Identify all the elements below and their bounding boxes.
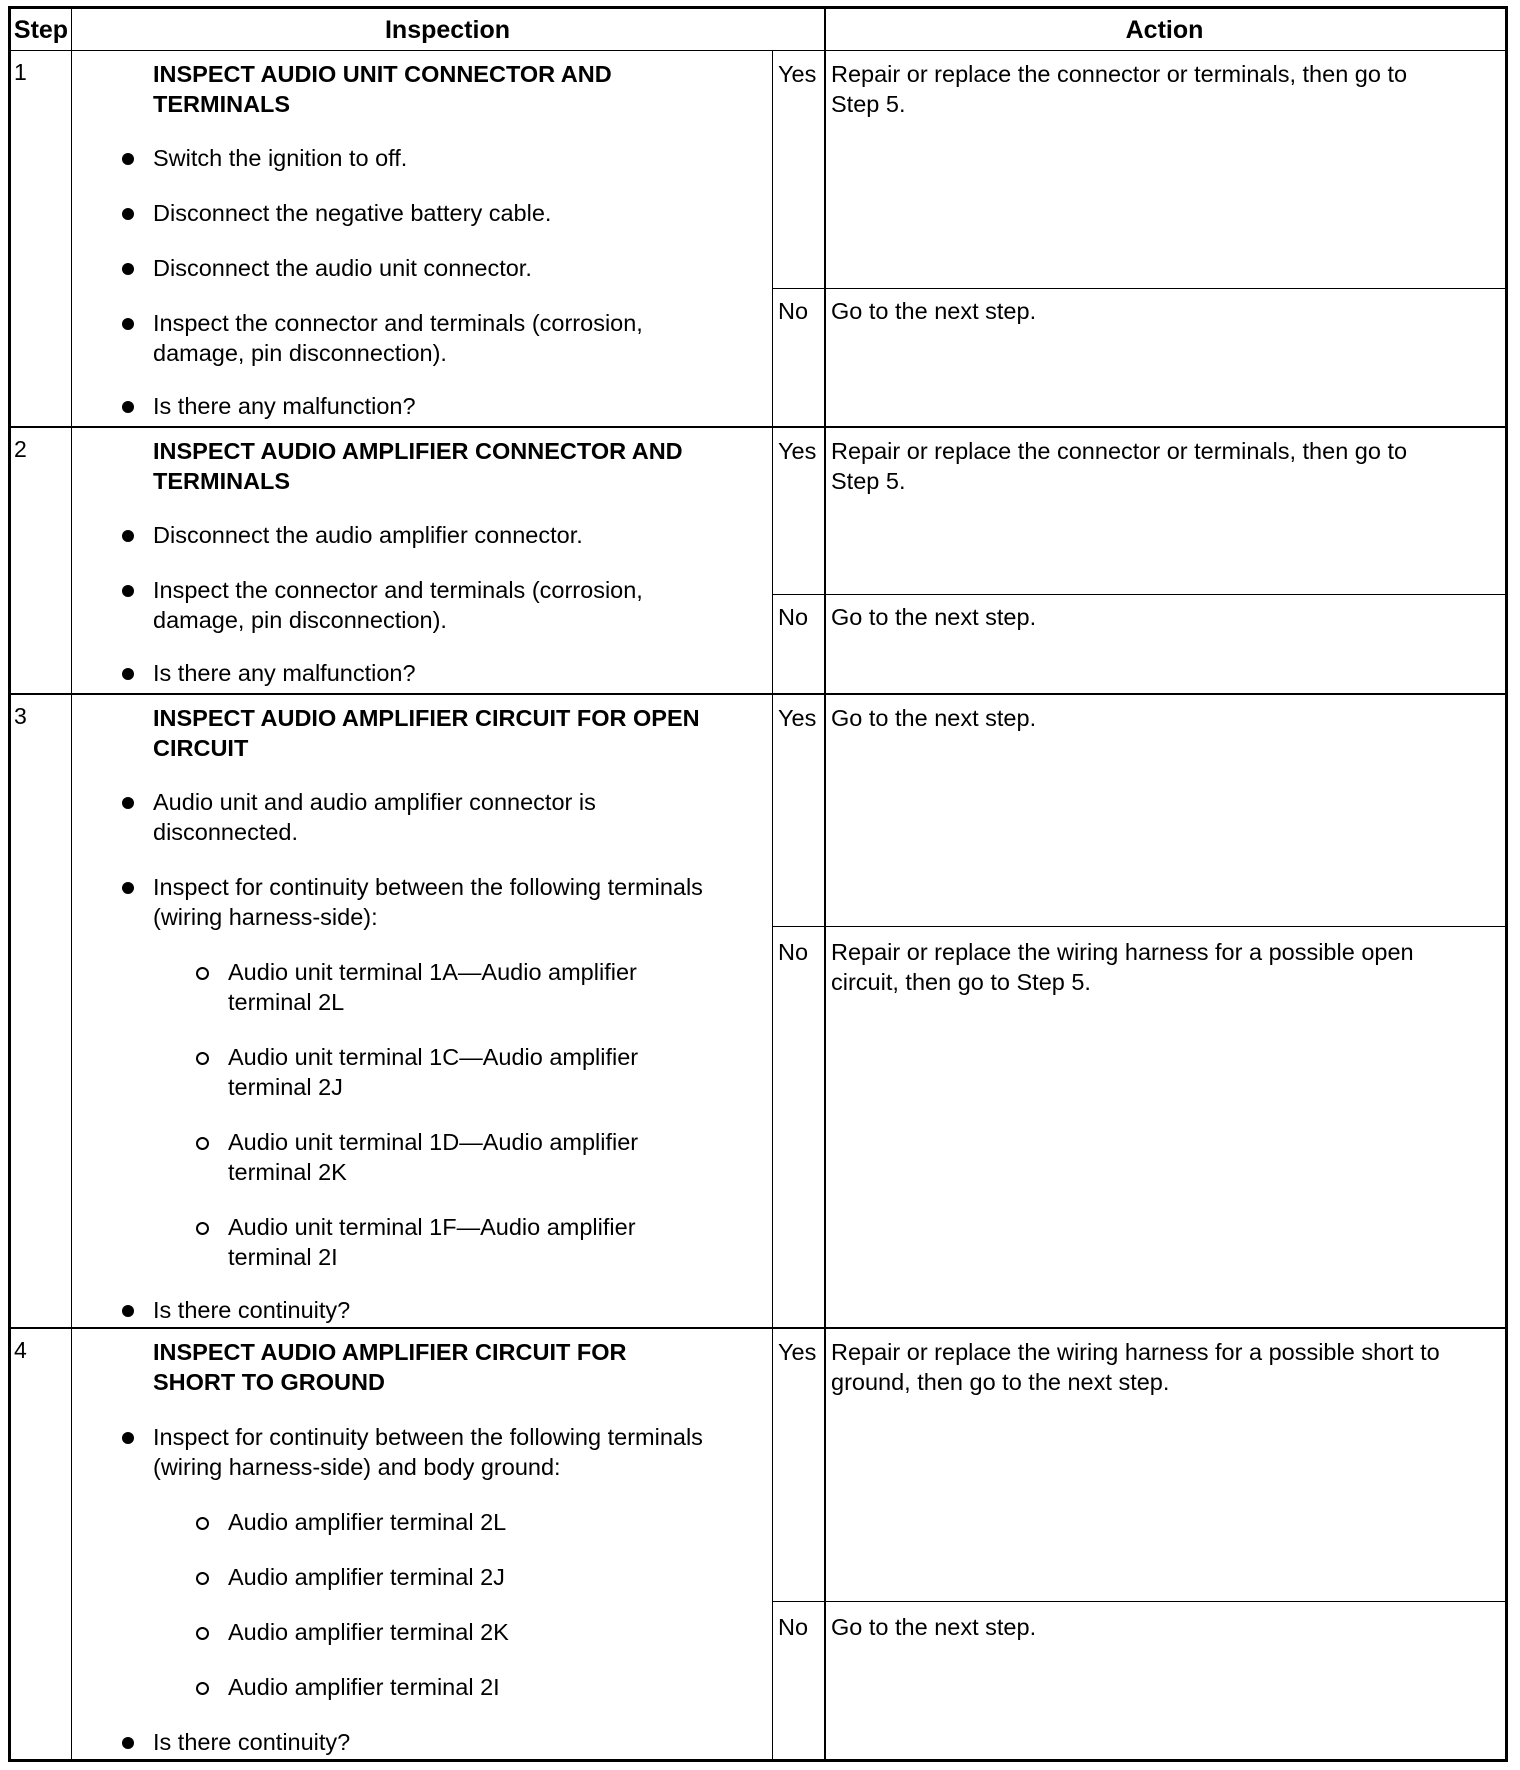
yes-no-divider-3 <box>772 926 1505 927</box>
bullet-item: Disconnect the audio unit connector. <box>153 253 753 283</box>
header-action: Action <box>1125 16 1204 44</box>
step-number: 4 <box>14 1337 27 1363</box>
yes-action: Repair or replace the wiring harness for a possible short to ground, then go to the next step. <box>831 1339 1440 1395</box>
yes-action: Repair or replace the connector or terminals, then go to Step 5. <box>831 438 1408 494</box>
sub-item: Audio unit terminal 1F—Audio amplifier terminal 2I <box>228 1212 688 1272</box>
bullet-item: Is there any malfunction? <box>153 658 753 688</box>
yes-no-divider-4 <box>772 1601 1505 1602</box>
no-action: Go to the next step. <box>831 298 1037 324</box>
no-label: No <box>778 604 809 630</box>
bullet-item: Disconnect the negative battery cable. <box>153 198 753 228</box>
step-number: 3 <box>14 703 27 729</box>
sub-item: Audio unit terminal 1D—Audio amplifier terminal 2K <box>228 1127 688 1187</box>
bullet-item: Switch the ignition to off. <box>153 143 753 173</box>
sub-item: Audio amplifier terminal 2I <box>228 1672 728 1702</box>
row-divider-1 <box>11 426 1505 428</box>
column-divider-yesno <box>772 50 773 1759</box>
step-title: INSPECT AUDIO AMPLIFIER CIRCUIT FOR SHORT TO GROUND <box>153 1339 627 1395</box>
yes-label: Yes <box>778 705 817 731</box>
no-label: No <box>778 1614 809 1640</box>
column-divider-step <box>71 9 72 1759</box>
header-step: Step <box>13 16 69 44</box>
bullet-item: Is there continuity? <box>153 1727 753 1757</box>
bullet-item: Inspect the connector and terminals (corrosion, damage, pin disconnection). <box>153 308 713 368</box>
no-action: Repair or replace the wiring harness for a possible open circuit, then go to Step 5. <box>831 939 1414 995</box>
sub-item: Audio amplifier terminal 2J <box>228 1562 728 1592</box>
inspection-table <box>8 6 1508 1762</box>
yes-label: Yes <box>778 1339 817 1365</box>
bullet-item: Inspect the connector and terminals (corrosion, damage, pin disconnection). <box>153 575 713 635</box>
column-divider-action <box>824 9 826 1759</box>
yes-label: Yes <box>778 438 817 464</box>
yes-action: Repair or replace the connector or terminals, then go to Step 5. <box>831 61 1408 117</box>
bullet-item: Is there any malfunction? <box>153 391 753 421</box>
step-title: INSPECT AUDIO AMPLIFIER CIRCUIT FOR OPEN CIRCUIT <box>153 705 700 761</box>
row-divider-3 <box>11 1327 1505 1329</box>
no-label: No <box>778 298 809 324</box>
bullet-item: Disconnect the audio amplifier connector. <box>153 520 753 550</box>
no-action: Go to the next step. <box>831 1614 1037 1640</box>
sub-item: Audio amplifier terminal 2K <box>228 1617 728 1647</box>
yes-no-divider-1 <box>772 288 1505 289</box>
sub-item: Audio amplifier terminal 2L <box>228 1507 728 1537</box>
no-label: No <box>778 939 809 965</box>
row-divider-2 <box>11 693 1505 695</box>
step-title: INSPECT AUDIO AMPLIFIER CONNECTOR AND TERMINALS <box>153 438 683 494</box>
sub-item: Audio unit terminal 1A—Audio amplifier terminal 2L <box>228 957 688 1017</box>
step-number: 2 <box>14 436 27 462</box>
yes-action: Go to the next step. <box>831 705 1037 731</box>
no-action: Go to the next step. <box>831 604 1037 630</box>
sub-item: Audio unit terminal 1C—Audio amplifier terminal 2J <box>228 1042 688 1102</box>
header-inspection: Inspection <box>384 16 510 44</box>
yes-no-divider-2 <box>772 594 1505 595</box>
step-title: INSPECT AUDIO UNIT CONNECTOR AND TERMINALS <box>153 61 612 117</box>
bullet-item: Audio unit and audio amplifier connector is disconnected. <box>153 787 673 847</box>
bullet-item: Is there continuity? <box>153 1295 753 1325</box>
bullet-item: Inspect for continuity between the following terminals (wiring harness-side): <box>153 872 753 932</box>
step-number: 1 <box>14 59 27 85</box>
yes-label: Yes <box>778 61 817 87</box>
bullet-item: Inspect for continuity between the following terminals (wiring harness-side) and body ground: <box>153 1422 753 1482</box>
